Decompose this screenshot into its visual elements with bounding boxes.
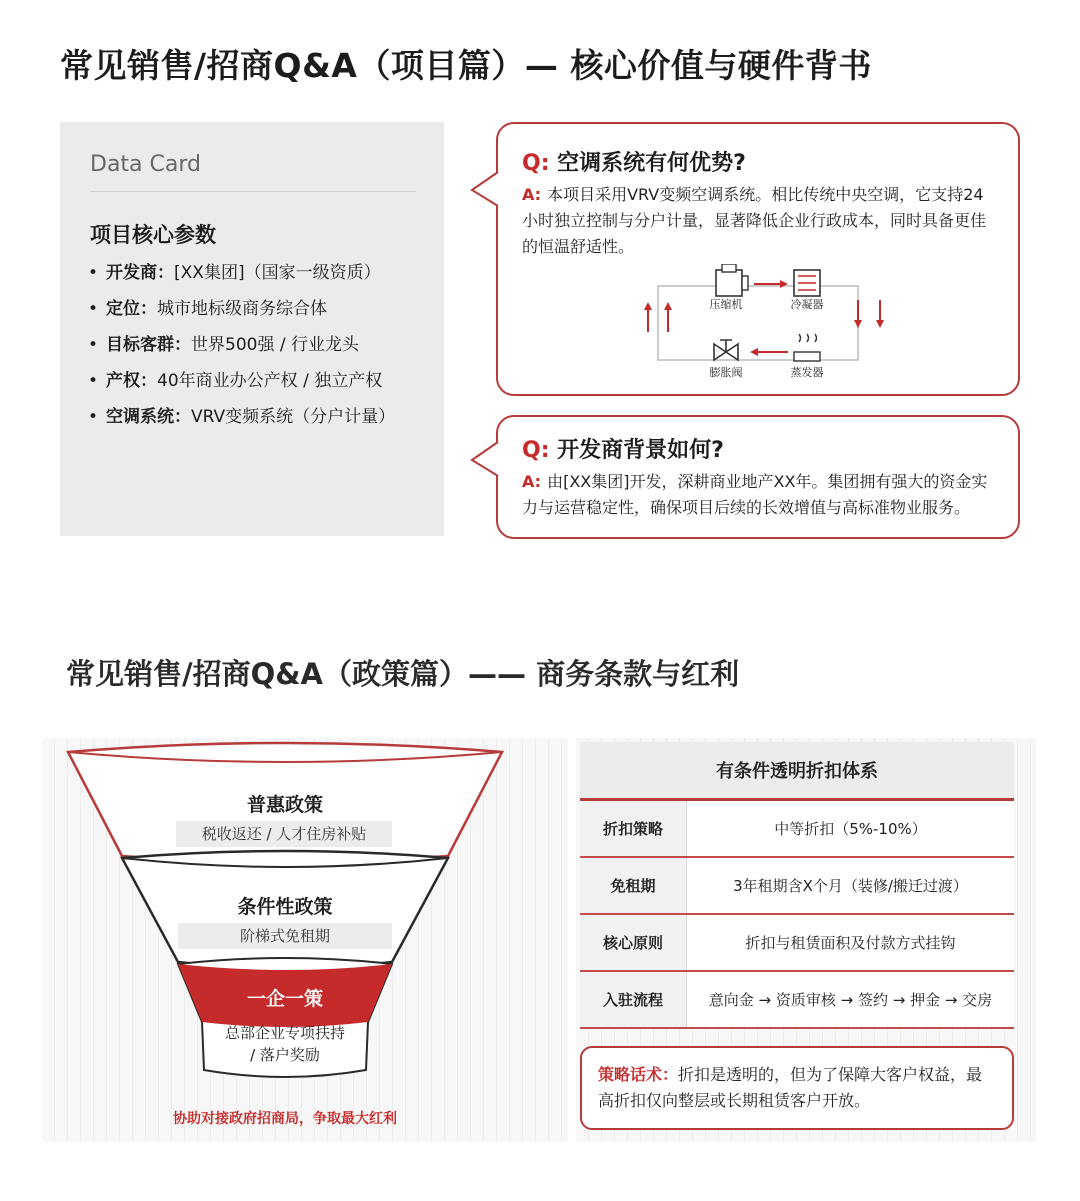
discount-table bbox=[580, 742, 1014, 1029]
list-item: • 目标客群：世界500强 / 行业龙头 bbox=[88, 335, 395, 355]
funnel-tier-3-sub: 总部企业专项扶持 / 落户奖励 bbox=[224, 1024, 345, 1064]
list-item: • 定位：城市地标级商务综合体 bbox=[88, 299, 395, 319]
data-card-label: Data Card bbox=[90, 152, 201, 177]
strategy-note-text: 折扣是透明的，但为了保障大客户权益，最高折扣仅向整层或长期租赁客户开放。 bbox=[598, 1065, 983, 1110]
data-card-title: 项目核心参数 bbox=[90, 223, 216, 247]
expansion-valve-icon bbox=[714, 340, 738, 360]
evaporator-icon bbox=[794, 334, 820, 361]
qa-bubble-developer bbox=[496, 415, 1020, 539]
qa-bubble-aircon bbox=[496, 122, 1020, 396]
condenser-label: 冷凝器 bbox=[790, 298, 824, 311]
funnel-tier-2-sub: 阶梯式免租期 bbox=[178, 923, 392, 949]
refrigeration-cycle-diagram bbox=[628, 264, 908, 384]
table-row: 核心原则 折扣与租赁面积及付款方式挂钩 bbox=[580, 914, 1014, 971]
data-card-list bbox=[88, 263, 395, 443]
section2-title: 常见销售/招商Q&A（政策篇）—— 商务条款与红利 bbox=[66, 657, 740, 691]
bubble-tail bbox=[470, 170, 500, 210]
evaporator-label: 蒸发器 bbox=[790, 366, 824, 379]
qa-question: Q: 空调系统有何优势? bbox=[522, 151, 746, 176]
data-card-divider bbox=[90, 191, 416, 192]
flow-arrows bbox=[644, 280, 884, 356]
discount-table-title: 有条件透明折扣体系 bbox=[580, 742, 1014, 800]
qa-answer: A: 本项目采用VRV变频空调系统。相比传统中央空调，它支持24小时独立控制与分户计量，显著降低企业行政成本，同时具备更佳的恒温舒适性。 bbox=[522, 185, 987, 256]
strategy-note bbox=[580, 1046, 1014, 1130]
funnel-tier-1-sub: 税收返还 / 人才住房补贴 bbox=[176, 821, 392, 847]
compressor-label: 压缩机 bbox=[709, 298, 743, 311]
table-row: 入驻流程 意向金 → 资质审核 → 签约 → 押金 → 交房 bbox=[580, 971, 1014, 1028]
bubble-tail bbox=[470, 440, 500, 480]
funnel-tier-1-title: 普惠政策 bbox=[246, 794, 323, 816]
table-row: 折扣策略 中等折扣（5%-10%） bbox=[580, 800, 1014, 858]
expansion-valve-label: 膨胀阀 bbox=[709, 366, 743, 379]
strategy-note-key: 策略话术： bbox=[598, 1065, 679, 1084]
list-item: • 空调系统：VRV变频系统（分户计量） bbox=[88, 407, 395, 427]
section1-title: 常见销售/招商Q&A（项目篇）— 核心价值与硬件背书 bbox=[60, 46, 872, 85]
data-card bbox=[60, 122, 444, 536]
funnel-note: 协助对接政府招商局，争取最大红利 bbox=[173, 1111, 397, 1127]
funnel-tier-2-title: 条件性政策 bbox=[237, 896, 333, 918]
list-item: • 开发商：[XX集团]（国家一级资质） bbox=[88, 263, 395, 283]
list-item: • 产权：40年商业办公产权 / 独立产权 bbox=[88, 371, 395, 391]
condenser-icon bbox=[794, 270, 820, 296]
qa-answer: A: 由[XX集团]开发，深耕商业地产XX年。集团拥有强大的资金实力与运营稳定性，确保项目后续的长效增值与高标准物业服务。 bbox=[522, 472, 988, 517]
qa-question: Q: 开发商背景如何? bbox=[522, 438, 724, 463]
compressor-icon bbox=[716, 264, 748, 296]
funnel-tier-3-title: 一企一策 bbox=[246, 988, 323, 1010]
table-row: 免租期 3年租期含X个月（装修/搬迁过渡） bbox=[580, 857, 1014, 914]
